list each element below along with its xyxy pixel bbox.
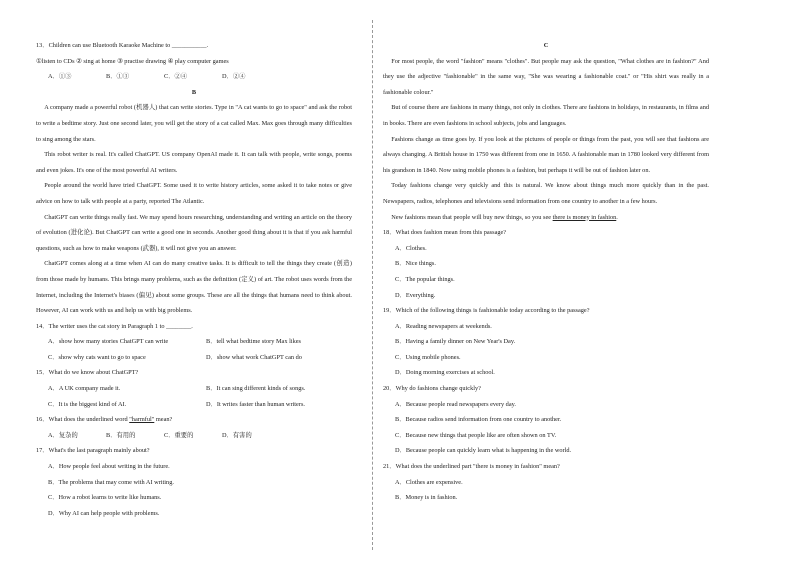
q13-option-c[interactable]: C．②④: [164, 73, 188, 81]
passage-b-para-4: ChatGPT can write things really fast. We may spend hours researching, understanding and writing an article on the theory of evolution (进化论). But ChatGPT can write a good one in seconds. Another good thing about it is that if you ask harmful questions, such as how to make weapons (武器), it will not give you an answer.: [36, 213, 352, 252]
q15-option-c[interactable]: C．It is the biggest kind of AI.: [48, 400, 127, 408]
q20-stem: 20．Why do fashions change quickly?: [383, 385, 481, 393]
q13-stem: 13．Children can use Bluetooth Karaoke Machine to ___________.: [36, 42, 209, 49]
q19-option-c[interactable]: C．Using mobile phones.: [395, 353, 461, 361]
passage-c-para-5-post: .: [616, 213, 618, 221]
passage-b-para-5: ChatGPT comes along at a time when AI can do many creative tasks. It is difficult to tell the things they create (创造) from those made by humans. This brings many problems, such as the definition (定义) of art. The robot uses words from the Internet, including the Internet's biases (偏见) about some groups. These are all the things that humans need to think about. However, AI can work with us and help us with big problems.: [36, 260, 352, 315]
q13-option-b[interactable]: B．①③: [106, 73, 130, 81]
passage-c-para-1: For most people, the word "fashion" means "clothes". But people may ask the question, "What clothes are in fashion?" And they use the adjective "fashionable" in the same way, "She was wearing a fashionable coat." or "His shirt was really in a fashionable colour.": [383, 57, 709, 96]
q19-option-d[interactable]: D．Doing morning exercises at school.: [395, 369, 495, 377]
section-b-heading: B: [191, 88, 197, 96]
q16-options: [36, 428, 352, 444]
q17-option-b[interactable]: B．The problems that may come with AI writing.: [48, 478, 174, 486]
q19-stem: 19．Which of the following things is fashionable today according to the passage?: [383, 307, 590, 315]
q16-option-a[interactable]: A．复杂的: [48, 431, 78, 439]
passage-c-para-4: Today fashions change very quickly and this is natural. We know about things much more quickly than in the past. Newspapers, radios, telephones and televisions send information from one country to another in a few hours.: [383, 182, 709, 205]
q13-options: [36, 69, 352, 85]
left-column: [36, 38, 352, 521]
q14-stem: 14．The writer uses the cat story in Paragraph 1 to ________.: [36, 322, 193, 330]
q16-stem: [36, 412, 352, 428]
q17-option-a[interactable]: A．How people feel about writing in the future.: [48, 463, 170, 471]
q17-option-d[interactable]: D．Why AI can help people with problems.: [48, 509, 160, 517]
passage-b-para-3: People around the world have tried ChatGPT. Some used it to write history articles, some asked it to take notes or give advice on how to talk with people at a party, reported The Atlantic.: [36, 182, 352, 205]
q15-options-row-1: [36, 381, 352, 397]
passage-c-para-2: But of course there are fashions in many things, not only in clothes. There are fashions in holidays, in restaurants, in films and in books. There are even fashions in school subjects, jobs and languages.: [383, 104, 709, 127]
q20-option-d[interactable]: D．Because people can quickly learn what is happening in the world.: [395, 447, 572, 455]
q14-option-a[interactable]: A．show how many stories ChatGPT can write: [48, 338, 169, 346]
q21-option-a[interactable]: A．Clothes are expensive.: [395, 478, 463, 486]
passage-c-para-3: Fashions change as time goes by. If you look at the pictures of people or things from the past, you will see that fashions are always changing. A British house in 1750 was different from one in 1650. A fashionable man in 1780 looked very different from his grandson in 1840. Now using mobile phones is a fashion, but perhaps it will be out of fashion later on.: [383, 135, 709, 174]
q14-option-c[interactable]: C．show why cats want to go to space: [48, 353, 146, 361]
underlined-phrase: there is money in fashion: [552, 213, 617, 221]
q15-option-d[interactable]: D．It writes faster than human writers.: [206, 400, 305, 408]
q18-stem: 18．What does fashion mean from this passage?: [383, 229, 507, 237]
q13-option-d[interactable]: D．②④: [222, 73, 246, 81]
q18-option-d[interactable]: D．Everything.: [395, 291, 436, 299]
q15-option-a[interactable]: A．A UK company made it.: [48, 385, 121, 393]
q21-option-b[interactable]: B．Money is in fashion.: [395, 494, 458, 502]
q14-option-b[interactable]: B．tell what bedtime story Max likes: [206, 338, 301, 346]
q13-option-a[interactable]: A．①③: [48, 73, 72, 81]
passage-b-para-2: This robot writer is real. It's called ChatGPT. US company OpenAI made it. It can talk with people, write songs, poems and even jokes. It's one of the most powerful AI writers.: [36, 151, 352, 174]
q18-option-a[interactable]: A．Clothes.: [395, 244, 427, 252]
q19-option-a[interactable]: A．Reading newspapers at weekends.: [395, 322, 492, 330]
q20-option-c[interactable]: C．Because new things that people like are often shown on TV.: [395, 431, 557, 439]
q16-option-c[interactable]: C．重要的: [164, 431, 194, 439]
passage-c-para-5: [383, 210, 709, 226]
q16-option-d[interactable]: D．有害的: [222, 431, 252, 439]
right-column: [383, 38, 709, 506]
q20-option-a[interactable]: A．Because people read newspapers every day.: [395, 400, 516, 408]
q14-option-d[interactable]: D．show what work ChatGPT can do: [206, 353, 302, 361]
q16-option-b[interactable]: B．有用的: [106, 431, 136, 439]
q16-underlined-word: "harmful": [129, 416, 155, 424]
q18-option-c[interactable]: C．The popular things.: [395, 275, 455, 283]
q18-option-b[interactable]: B．Nice things.: [395, 260, 436, 268]
q15-options-row-2: [36, 397, 352, 413]
q14-options-row-1: [36, 334, 352, 350]
q21-stem: 21．What does the underlined part "there is money in fashion" mean?: [383, 463, 560, 471]
passage-b-para-1: A company made a powerful robot (机器人) that can write stories. Type in "A cat wants to go to space" and ask the robot to write a bedtime story. Just one second later, you will get the story of a cat called Max. Max goes through many difficulties to sing among the stars.: [36, 104, 352, 143]
q17-option-c[interactable]: C．How a robot learns to write like humans.: [48, 494, 162, 502]
q17-stem: 17．What's the last paragraph mainly about?: [36, 447, 150, 455]
q13-items: ①listen to CDs ② sing at home ③ practise drawing ④ play computer games: [36, 57, 229, 65]
column-divider: [372, 20, 373, 550]
section-c-heading: C: [543, 42, 549, 49]
q15-stem: 15．What do we know about ChatGPT?: [36, 369, 139, 377]
passage-c-para-5-pre: New fashions mean that people will buy new things, so you see: [391, 213, 553, 221]
q16-stem-pre: 16．What does the underlined word: [36, 416, 130, 424]
q16-stem-post: mean?: [154, 416, 173, 424]
q19-option-b[interactable]: B．Having a family dinner on New Year's Day.: [395, 338, 516, 346]
q20-option-b[interactable]: B．Because radios send information from one country to another.: [395, 416, 562, 424]
q15-option-b[interactable]: B．It can sing different kinds of songs.: [206, 385, 306, 393]
q14-options-row-2: [36, 350, 352, 366]
